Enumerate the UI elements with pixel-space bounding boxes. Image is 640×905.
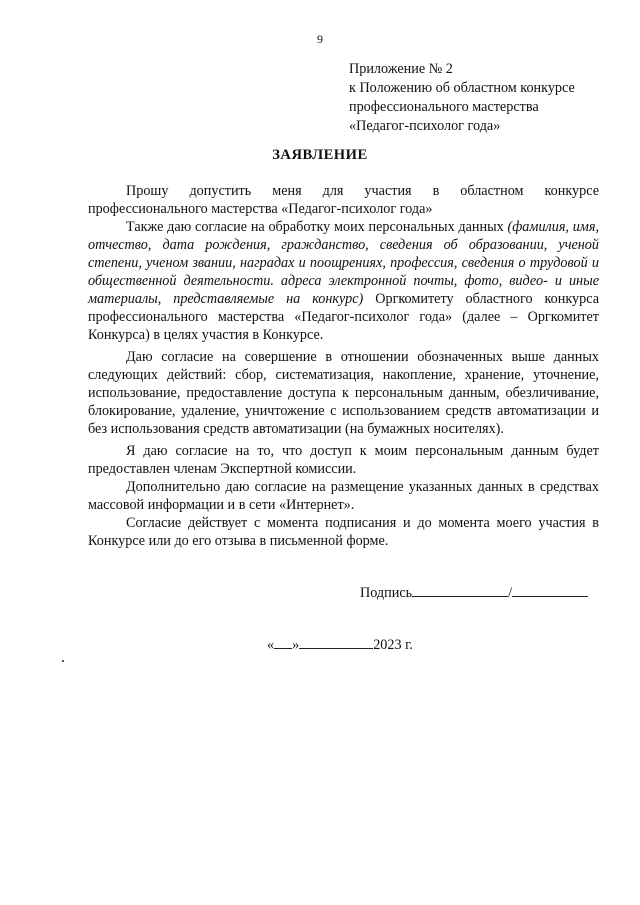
date-year: 2023 г. bbox=[373, 637, 413, 653]
signature-line[interactable] bbox=[412, 584, 508, 597]
date-day-line[interactable] bbox=[274, 636, 292, 649]
signature-separator: / bbox=[508, 585, 513, 601]
appendix-line-1: Приложение № 2 bbox=[349, 61, 453, 77]
appendix-line-2: к Положению об областном конкурсе bbox=[349, 80, 575, 96]
signature-block bbox=[360, 584, 588, 602]
document-body bbox=[88, 182, 599, 550]
signature-label: Подпись bbox=[360, 585, 413, 601]
paragraph-data-consent bbox=[88, 218, 599, 344]
paragraph-validity: Согласие действует с момента подписания и до момента моего участия в Конкурсе или до его отзыва в письменной форме. bbox=[88, 515, 599, 549]
paragraph-access-consent: Я даю согласие на то, что доступ к моим персональным данным будет предоставлен членам Экспертной комиссии. bbox=[88, 443, 599, 477]
date-block bbox=[267, 636, 413, 654]
page-number: 9 bbox=[317, 32, 323, 46]
paragraph-media-consent: Дополнительно даю согласие на размещение указанных данных в средствах массовой информации и в сети «Интернет». bbox=[88, 479, 599, 513]
paragraph-actions-consent: Даю согласие на совершение в отношении обозначенных выше данных следующих действий: сбор, систематизация, накопление, хранение, уточнение, использование, предоставление доступа к персональным данным, обезличивание, блокирование, удаление, уничтожение с использованием средств автоматизации и без использования средств автоматизации (на бумажных носителях). bbox=[88, 349, 599, 437]
appendix-line-4: «Педагог-психолог года» bbox=[349, 118, 501, 134]
signature-name-line[interactable] bbox=[512, 584, 588, 597]
appendix-line-3: профессионального мастерства bbox=[349, 99, 539, 115]
paragraph-data-consent-start: Также даю согласие на обработку моих персональных данных bbox=[126, 219, 508, 235]
date-open-quote: « bbox=[267, 637, 275, 653]
date-month-line[interactable] bbox=[299, 636, 373, 649]
personal-data-list: (фамилия, имя, отчество, дата рождения, гражданство, сведения об образовании, ученой степени, ученом звании, наградах и поощрениях, профессия, сведения о трудовой и общественной деятельности. адреса электронной почты, фото, видео- и иные материалы, представляемые на конкурс) bbox=[88, 219, 599, 307]
document-title: ЗАЯВЛЕНИЕ bbox=[272, 147, 368, 163]
paragraph-data-consent-end: Оргкомитету областного конкурса профессионального мастерства «Педагог-психолог года» (далее – Оргкомитет Конкурса) в целях участия в Конкурсе. bbox=[88, 291, 599, 343]
appendix-header bbox=[349, 60, 575, 136]
date-close-quote: » bbox=[292, 637, 300, 653]
scan-speck bbox=[62, 660, 64, 662]
paragraph-request: Прошу допустить меня для участия в областном конкурсе профессионального мастерства «Педагог-психолог года» bbox=[88, 183, 599, 217]
